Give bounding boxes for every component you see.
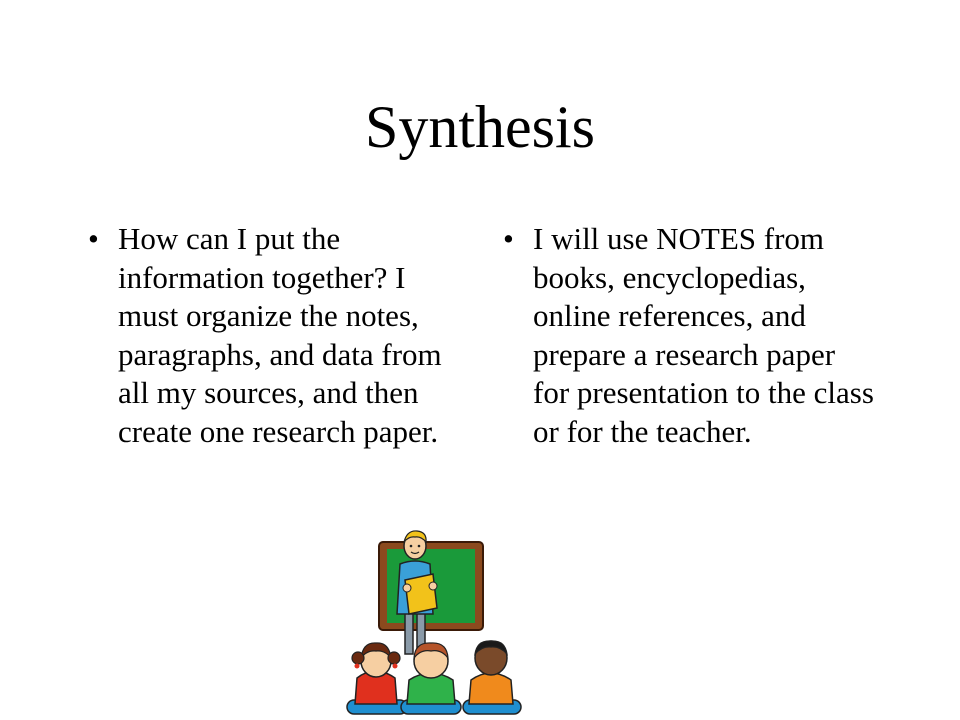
student-right bbox=[463, 641, 521, 714]
bullet-item bbox=[503, 220, 875, 452]
right-bullet-list bbox=[503, 220, 875, 452]
slide-title: Synthesis bbox=[364, 94, 596, 160]
bullet-text: I will use NOTES from books, encyclopedias, online references, and prepare a research paper for presentation to the class or for the teacher. bbox=[533, 221, 874, 449]
bullet-text: How can I put the information together? I must organize the notes, paragraphs, and data from all my sources, and then create one research paper. bbox=[118, 221, 442, 449]
bullet-icon: • bbox=[88, 221, 99, 256]
bullet-icon: • bbox=[503, 221, 514, 256]
student-left bbox=[347, 643, 407, 714]
teacher-presenting-to-students-icon bbox=[345, 522, 535, 720]
left-bullet-list bbox=[88, 220, 460, 452]
bullet-item bbox=[88, 220, 460, 452]
